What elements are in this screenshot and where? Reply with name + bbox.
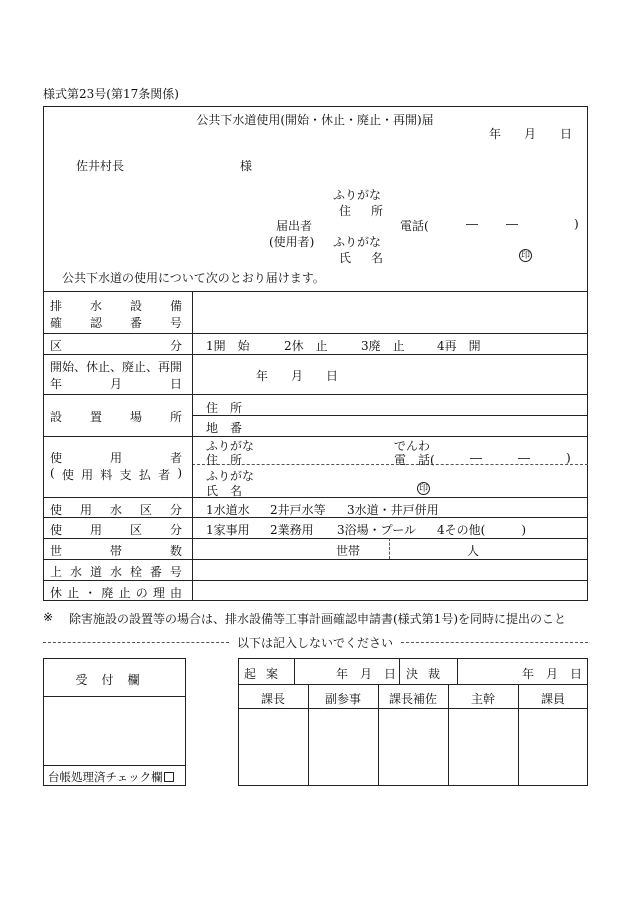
- user-phone-sep2: ―: [518, 451, 530, 465]
- division-option-2: 2休 止: [284, 339, 328, 353]
- water-label: 使 用 水 区 分: [50, 503, 182, 517]
- approval-divider: [238, 708, 588, 709]
- form-number: 様式第23号(第17条関係): [43, 87, 179, 101]
- user-label-1: 使 用 者: [50, 451, 182, 465]
- hydrant-label: 上 水 道 水 栓 番 号: [50, 565, 182, 579]
- household-unit: 世帯: [336, 544, 361, 558]
- household-label: 世 帯 数: [50, 544, 182, 558]
- role-shukan: 主幹: [470, 692, 495, 706]
- row-divider: [43, 497, 588, 498]
- user-address-label: 住 所: [206, 453, 243, 467]
- usage-label: 使 用 区 分: [50, 523, 182, 537]
- applicant-furigana-label: ふりがな: [333, 188, 382, 202]
- reception-title: 受付欄: [75, 673, 154, 687]
- statement: 公共下水道の使用について次のとおり届けます。: [62, 271, 325, 285]
- ledger-check-label: 台帳処理済チェック欄: [48, 770, 163, 784]
- water-option-2: 2井戸水等: [270, 503, 326, 517]
- location-label: 設 置 場 所: [50, 410, 182, 424]
- addressee-name: 佐井村長: [76, 159, 125, 173]
- addressee-honorific: 様: [240, 159, 253, 173]
- decision-label: 決裁: [405, 667, 450, 681]
- drainage-label-1: 排 水 設 備: [50, 299, 182, 313]
- role-kacho: 課長: [260, 692, 285, 706]
- household-dashed-divider: [389, 538, 390, 559]
- date-row-day: 日: [326, 369, 339, 383]
- row-divider: [43, 354, 588, 355]
- note-text: 除害施設の設置等の場合は、排水設備等工事計画確認申請書(様式第1号)を同時に提出のこと: [69, 612, 567, 626]
- role-fukusanji: 副参事: [324, 692, 361, 706]
- people-unit: 人: [467, 544, 480, 558]
- separator-text: 以下は記入しないでください: [237, 636, 394, 650]
- applicant-phone-sep1: ―: [466, 217, 478, 231]
- applicant-name-label: 氏 名: [339, 251, 388, 265]
- user-furigana-label: ふりがな: [206, 439, 255, 453]
- applicant-label: 届出者: [276, 219, 313, 233]
- reception-divider: [43, 765, 186, 766]
- decision-date: 年 月 日: [521, 667, 582, 681]
- row-divider: [43, 436, 588, 437]
- separator-line-right: [401, 642, 588, 643]
- user-phone-sep1: ―: [470, 451, 482, 465]
- usage-option-1: 1家事用: [206, 523, 250, 537]
- applicant-sublabel: (使用者): [269, 235, 315, 249]
- draft-label: 起案: [243, 667, 288, 681]
- reception-divider: [43, 696, 186, 697]
- role-kacho-hosa: 課長補佐: [388, 692, 437, 706]
- seal-icon: 印: [520, 251, 530, 261]
- applicant-phone-label: 電話(: [400, 219, 429, 233]
- date-row-label-2: 年 月 日: [50, 377, 182, 391]
- applicant-phone-end: ): [574, 217, 579, 231]
- user-phone-label: 電 話(: [394, 453, 435, 467]
- usage-option-3: 3浴場・プール: [337, 523, 417, 537]
- separator-line-left: [43, 642, 229, 643]
- applicant-furigana2-label: ふりがな: [333, 235, 382, 249]
- applicant-phone-sep2: ―: [506, 217, 518, 231]
- location-lot-label: 地 番: [206, 421, 243, 435]
- date-row-label-1: 開始、休止、廃止、再開: [50, 360, 183, 374]
- date-month: 月: [524, 127, 537, 141]
- user-denwa-label: でんわ: [394, 439, 431, 453]
- date-row-month: 月: [291, 369, 304, 383]
- division-option-1: 1開 始: [206, 339, 250, 353]
- ledger-checkbox[interactable]: [164, 772, 174, 782]
- row-divider: [43, 559, 588, 560]
- row-divider: [43, 394, 588, 395]
- water-option-1: 1水道水: [206, 503, 250, 517]
- date-day: 日: [560, 127, 573, 141]
- date-year: 年: [489, 127, 502, 141]
- division-option-3: 3廃 止: [361, 339, 405, 353]
- approval-divider: [238, 684, 588, 685]
- date-row-year: 年: [256, 369, 269, 383]
- row-divider: [43, 333, 588, 334]
- user-name-label: 氏 名: [206, 484, 243, 498]
- draft-date: 年 月 日: [335, 667, 396, 681]
- row-divider: [43, 291, 588, 292]
- role-kain: 課員: [540, 692, 565, 706]
- form-title: 公共下水道使用(開始・休止・廃止・再開)届: [196, 113, 434, 127]
- usage-option-4: 4その他( ): [437, 523, 526, 537]
- division-option-4: 4再 開: [437, 339, 481, 353]
- location-address-label: 住 所: [206, 401, 243, 415]
- row-divider: [43, 538, 588, 539]
- note-mark: ※: [43, 610, 54, 624]
- row-subdivider: [192, 415, 588, 416]
- user-label-2: ( 使 用 料 支 払 者 ): [50, 466, 182, 482]
- column-divider: [192, 291, 193, 601]
- applicant-address-label: 住 所: [339, 204, 388, 218]
- user-phone-end: ): [566, 451, 571, 465]
- division-label: 区 分: [50, 339, 182, 353]
- reason-label: 休 止 ・ 廃 止 の 理 由: [50, 586, 182, 600]
- water-option-3: 3水道・井戸併用: [347, 503, 439, 517]
- drainage-label-2: 確 認 番 号: [50, 316, 182, 330]
- ledger-check: [48, 769, 174, 785]
- user-furigana2-label: ふりがな: [206, 469, 255, 483]
- row-divider: [43, 580, 588, 581]
- seal-icon: 印: [418, 484, 428, 494]
- usage-option-2: 2業務用: [270, 523, 314, 537]
